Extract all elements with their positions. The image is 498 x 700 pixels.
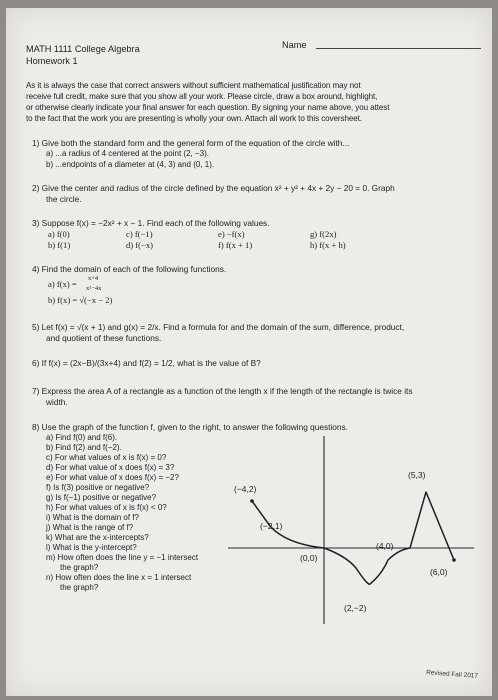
q1-a: a) ...a radius of 4 centered at the point (2, −3). [46, 149, 209, 158]
q8-item-c: c) For what values of x is f(x) = 0? [46, 453, 167, 462]
q8-stem: 8) Use the graph of the function f, given to the right, to answer the following questions. [32, 422, 348, 432]
q8-item-n: n) How often does the line x = 1 intersect [46, 573, 192, 582]
function-graph [6, 8, 492, 696]
point-label-2-neg2: (2,−2) [344, 603, 367, 613]
q8-item-i: i) What is the domain of f? [46, 513, 139, 522]
q4-a-denominator: x²−4x [86, 285, 102, 292]
name-label: Name [282, 40, 307, 50]
q1-stem: 1) Give both the standard form and the general form of the equation of the circle with... [32, 138, 350, 148]
intro-line-4: to the fact that the work you are presenting is wholly your own. Attach all work to this coversheet. [26, 114, 362, 123]
intro-line-2: receive full credit, make sure that you show all your work. Please circle, draw a box around, highlight, [26, 92, 378, 101]
point-label-neg2-1: (−2,1) [260, 521, 283, 531]
function-curve [252, 492, 454, 584]
q8-item-e: e) For what value of x does f(x) = −2? [46, 473, 179, 482]
q3-d: d) f(−x) [126, 240, 154, 250]
q8-item-k: k) What are the x-intercepts? [46, 533, 149, 542]
q8-item-l: l) What is the y-intercept? [46, 543, 137, 552]
intro-line-1: As it is always the case that correct answers without sufficient mathematical justification may not [26, 81, 361, 90]
q8-item-n-cont: the graph? [60, 583, 99, 592]
revised-footer: Revised Fall 2017 [425, 669, 479, 680]
assignment-title: Homework 1 [26, 56, 78, 66]
homework-sheet [6, 8, 492, 696]
q3-a: a) f(0) [48, 229, 70, 239]
q4-stem: 4) Find the domain of each of the following functions. [32, 264, 227, 274]
q8-item-j: j) What is the range of f? [46, 523, 134, 532]
q8-item-d: d) For what value of x does f(x) = 3? [46, 463, 175, 472]
q3-h: h) f(x + h) [310, 240, 346, 250]
q4-a-label: a) f(x) = [48, 279, 77, 289]
q8-item-h: h) For what values of x is f(x) < 0? [46, 503, 167, 512]
q8-item-a: a) Find f(0) and f(6). [46, 433, 118, 442]
q5-line-2: and quotient of these functions. [46, 333, 162, 343]
q4-b: b) f(x) = √(−x − 2) [48, 295, 113, 305]
q3-b: b) f(1) [48, 240, 71, 250]
q8-item-g: g) Is f(−1) positive or negative? [46, 493, 157, 502]
q8-item-m-cont: the graph? [60, 563, 99, 572]
q2-stem: 2) Give the center and radius of the circle defined by the equation x² + y² + 4x + 2y − 20 = 0. Graph [32, 183, 395, 193]
q3-f: f) f(x + 1) [218, 240, 253, 250]
q3-stem: 3) Suppose f(x) = −2x² + x − 1. Find each of the following values. [32, 218, 270, 228]
q3-e: e) −f(x) [218, 229, 245, 239]
q8-item-f: f) Is f(3) positive or negative? [46, 483, 150, 492]
point-label-6-0: (6,0) [430, 567, 448, 577]
q1-b: b) ...endpoints of a diameter at (4, 3) and (0, 1). [46, 160, 215, 169]
q5-line-1: 5) Let f(x) = √(x + 1) and g(x) = 2/x. Find a formula for and the domain of the sum, difference, product, [32, 322, 405, 332]
course-title: MATH 1111 College Algebra [26, 44, 140, 54]
point-label-neg4-2: (−4,2) [234, 484, 257, 494]
q7-line-1: 7) Express the area A of a rectangle as a function of the length x if the length of the rectangle is twice its [32, 386, 413, 396]
point-label-4-0: (4,0) [376, 541, 394, 551]
point-label-5-3: (5,3) [408, 470, 426, 480]
q3-g: g) f(2x) [310, 229, 337, 239]
q4-a-numerator: x+4 [88, 275, 99, 282]
q8-item-b: b) Find f(2) and f(−2). [46, 443, 122, 452]
q8-item-m: m) How often does the line y = −1 intersect [46, 553, 199, 562]
curve-left-endpoint [250, 499, 254, 503]
q3-c: c) f(−1) [126, 229, 153, 239]
q6-line: 6) If f(x) = (2x−B)/(3x+4) and f(2) = 1/2, what is the value of B? [32, 358, 261, 368]
q7-line-2: width. [46, 397, 68, 407]
intro-line-3: or otherwise clearly indicate your final answer for each question. By signing your name above, you attest [26, 103, 390, 112]
q2-stem-cont: the circle. [46, 194, 82, 204]
curve-right-endpoint [452, 558, 456, 562]
point-label-0-0: (0,0) [300, 553, 318, 563]
